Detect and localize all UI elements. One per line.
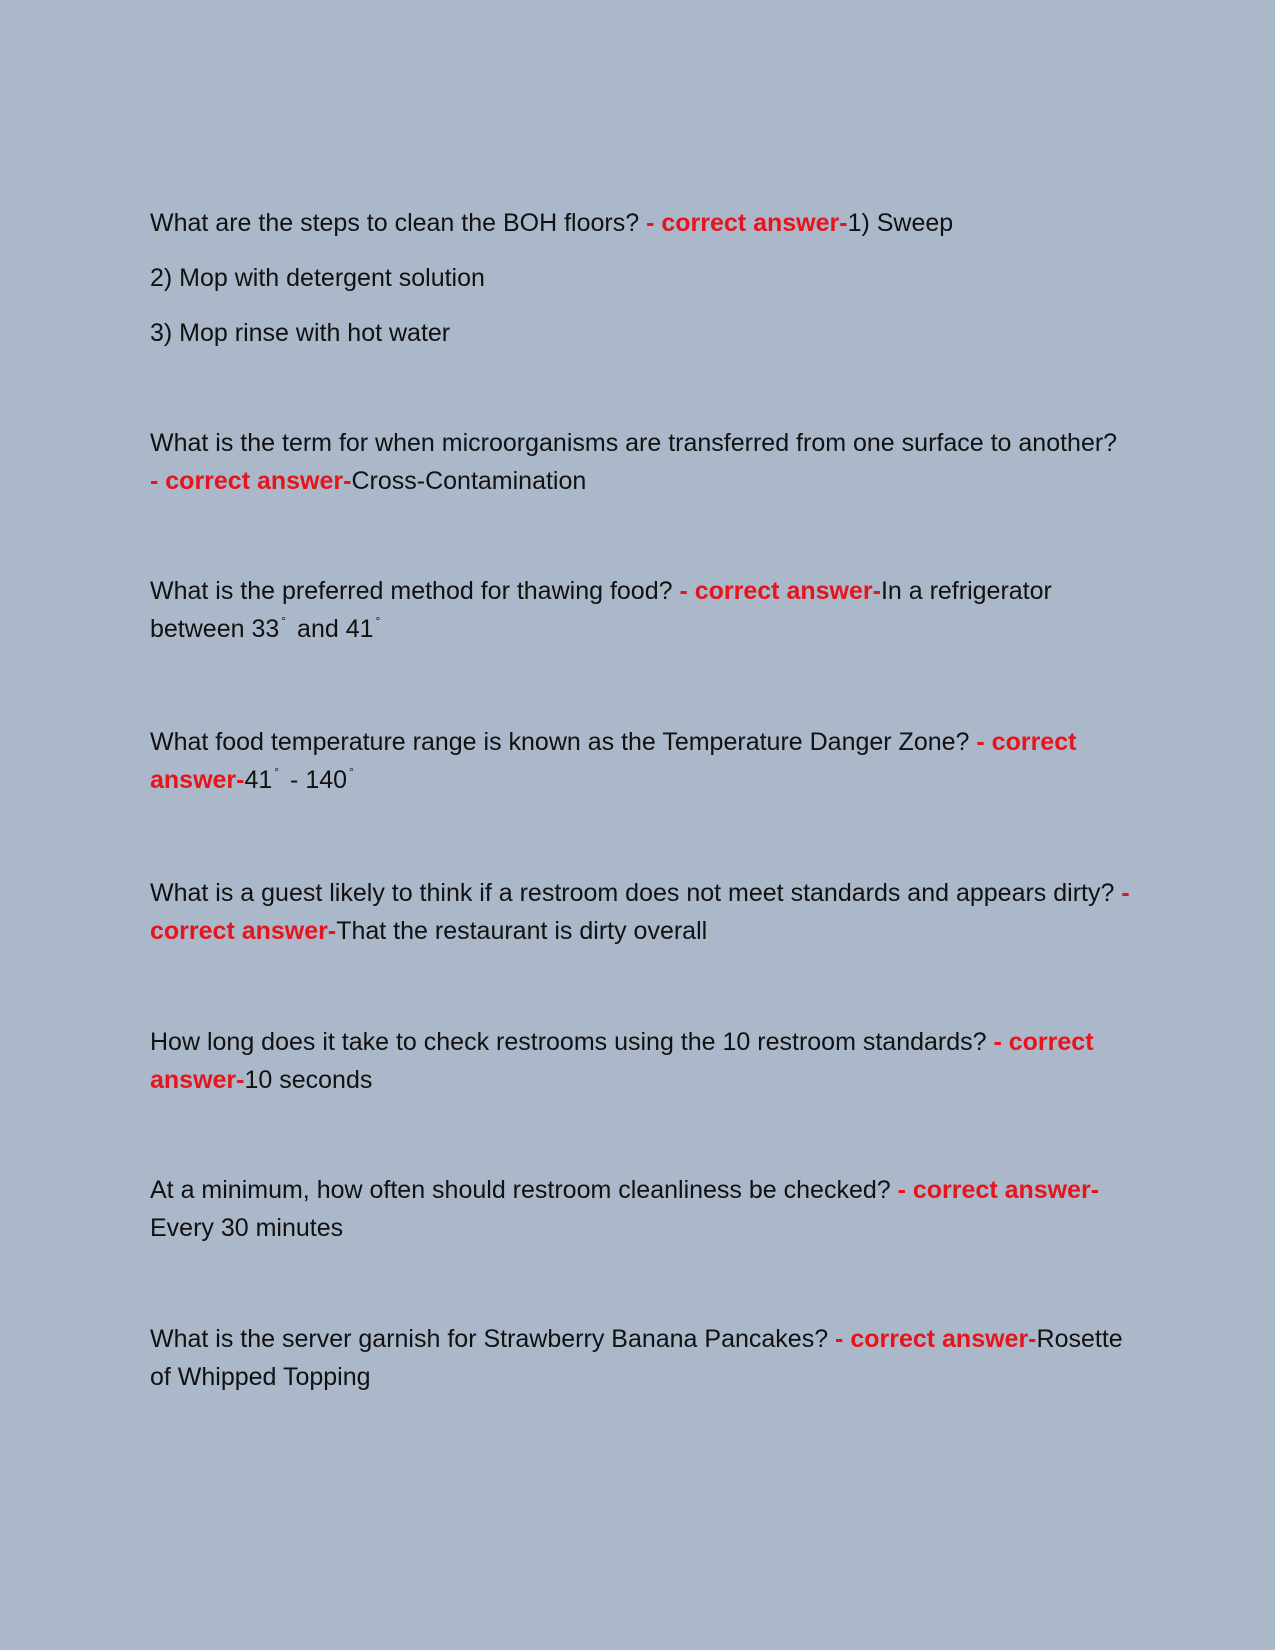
answer-text: Every 30 minutes	[150, 1214, 344, 1242]
question-text: At a minimum, how often should restroom cleanliness be checked?	[150, 1176, 898, 1204]
answer-text: - 140	[283, 766, 348, 794]
correct-answer-marker: - correct answer-	[646, 209, 848, 237]
correct-answer-marker: - correct answer-	[150, 467, 352, 495]
answer-text: 41	[244, 766, 273, 794]
answer-text: and 41	[290, 615, 374, 643]
correct-answer-marker: - correct answer-	[835, 1325, 1037, 1353]
question-text: What food temperature range is known as the Temperature Danger Zone?	[150, 728, 977, 756]
question-text: What are the steps to clean the BOH floors?	[150, 209, 647, 237]
correct-answer-marker: - correct answer-	[150, 728, 1077, 794]
qa-item-6	[150, 1023, 1130, 1099]
qa-item-2	[150, 424, 1130, 500]
question-text: What is the preferred method for thawing food?	[150, 577, 680, 605]
answer-text: Rosette of Whipped Topping	[150, 1325, 1123, 1391]
answer-text: In a refrigerator between 33	[150, 577, 1052, 643]
question-text: What is the server garnish for Strawberry Banana Pancakes?	[150, 1325, 836, 1353]
question-text: What is the term for when microorganisms are transferred from one surface to another?	[150, 429, 1118, 457]
degree-symbol: °	[349, 765, 354, 779]
correct-answer-marker: - correct answer-	[897, 1176, 1100, 1204]
qa-item-3	[150, 572, 1130, 648]
qa-item-7	[150, 1171, 1130, 1247]
qa-item-1	[150, 204, 1130, 352]
correct-answer-marker: - correct answer-	[150, 1028, 1094, 1094]
question-text: What is a guest likely to think if a restroom does not meet standards and appears dirty?	[150, 879, 1122, 907]
degree-symbol: °	[274, 765, 280, 779]
answer-step: 2) Mop with detergent solution	[150, 264, 485, 292]
answer-text: That the restaurant is dirty overall	[336, 917, 708, 945]
degree-symbol: °	[281, 614, 287, 628]
answer-text: 10 seconds	[244, 1066, 373, 1094]
answer-text: 1) Sweep	[847, 209, 954, 237]
question-text: How long does it take to check restrooms using the 10 restroom standards?	[150, 1028, 994, 1056]
correct-answer-marker: - correct answer-	[150, 879, 1130, 945]
answer-step: 3) Mop rinse with hot water	[150, 319, 451, 347]
answer-text: Cross-Contamination	[351, 467, 587, 495]
correct-answer-marker: - correct answer-	[679, 577, 881, 605]
degree-symbol: °	[375, 614, 381, 628]
qa-item-8	[150, 1320, 1130, 1396]
qa-item-4	[150, 723, 1130, 799]
qa-item-5	[150, 874, 1130, 950]
